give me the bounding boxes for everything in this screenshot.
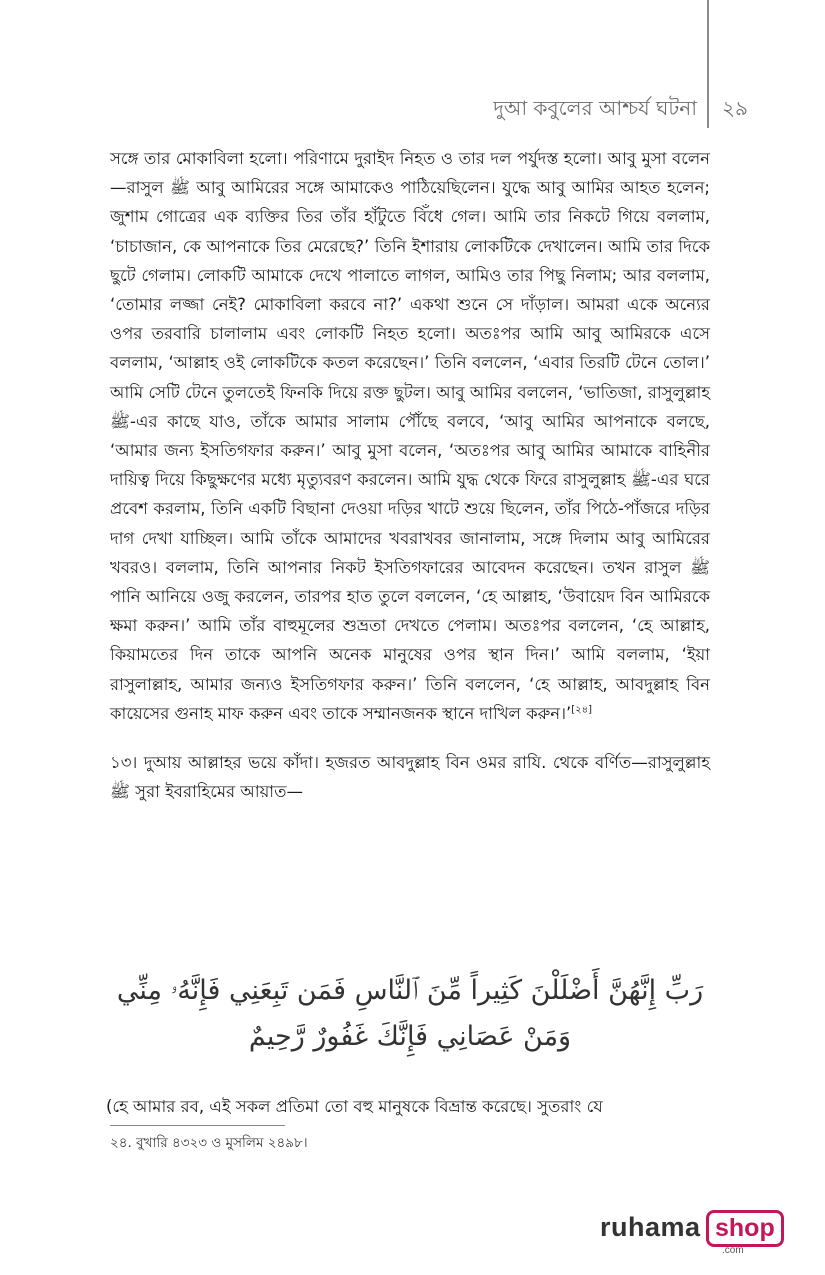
footnote-reference: [২৪]	[571, 704, 593, 716]
publisher-logo	[600, 1208, 780, 1256]
footnote: ২৪. বুখারি ৪৩২৩ ও মুসলিম ২৪৯৮।	[110, 1135, 308, 1151]
quran-verse	[110, 968, 710, 1060]
logo-domain: .com	[722, 1245, 744, 1256]
paragraph-section-13: ১৩। দুআয় আল্লাহর ভয়ে কাঁদা। হজরত আবদুল্লাহ বিন ওমর রাযি. থেকে বর্ণিত—রাসুলুল্লাহ ﷺ সুরা ইবরাহিমের আয়াত—	[110, 753, 710, 802]
page-number: ২৯	[722, 96, 748, 120]
quran-verse-line-2: وَمَنْ عَصَانِي فَإِنَّكَ غَفُورٌ رَّحِيمٌ	[248, 1021, 572, 1052]
paragraph-hadith-abu-amir	[110, 144, 710, 728]
verse-translation: (হে আমার রব, এই সকল প্রতিমা তো বহু মানুষকে বিভ্রান্ত করেছে। সুতরাং যে	[106, 1097, 603, 1116]
running-title: দুআ কবুলের আশ্চর্য ঘটনা	[493, 96, 697, 120]
quran-verse-line-1: رَبِّ إِنَّهُنَّ أَضْلَلْنَ كَثِيراً مِّنَ ٱلنَّاسِ فَمَن تَبِعَنِي فَإِنَّهُۥ مِنِّي	[116, 975, 704, 1006]
footnote-divider	[110, 1125, 285, 1126]
header-divider	[707, 0, 709, 128]
logo-wordmark: ruhama	[600, 1212, 701, 1242]
logo-shop-badge: shop	[706, 1210, 784, 1247]
paragraph-text: সঙ্গে তার মোকাবিলা হলো। পরিণামে দুরাইদ নিহত ও তার দল পর্যুদস্ত হলো। আবু মুসা বলেন—রাসুল ﷺ আবু আমিরের সঙ্গে আমাকেও পাঠিয়েছিলেন। যুদ্ধে আবু আমির আহত হলেন; জুশাম গোত্রের এক ব্যক্তির তির তাঁর হাঁটুতে বিঁধে গেল। আমি তার নিকটে গিয়ে বললাম, ‘চাচাজান, কে আপনাকে তির মেরেছে?’ তিনি ইশারায় লোকটিকে দেখালেন। আমি তার দিকে ছুটে গেলাম। লোকটি আমাকে দেখে পালাতে লাগল, আমিও তার পিছু নিলাম; আর বললাম, ‘তোমার লজ্জা নেই? মোকাবিলা করবে না?’ একথা শুনে সে দাঁড়াল। আমরা একে অন্যের ওপর তরবারি চালালাম এবং লোকটি নিহত হলো। অতঃপর আমি আবু আমিরকে এসে বললাম, ‘আল্লাহ ওই লোকটিকে কতল করেছেন।’ তিনি বললেন, ‘এবার তিরটি টেনে তোল।’ আমি সেটি টেনে তুলতেই ফিনকি দিয়ে রক্ত ছুটল। আবু আমির বললেন, ‘ভাতিজা, রাসুলুল্লাহ ﷺ-এর কাছে যাও, তাঁকে আমার সালাম পৌঁছে বলবে, ‘আবু আমির আপনাকে বলছে, ‘আমার জন্য ইসতিগফার করুন।’ আবু মুসা বলেন, ‘অতঃপর আবু আমির আমাকে বাহিনীর দায়িত্ব দিয়ে কিছুক্ষণের মধ্যে মৃত্যুবরণ করলেন। আমি যুদ্ধ থেকে ফিরে রাসুলুল্লাহ ﷺ-এর ঘরে প্রবেশ করলাম, তিনি একটি বিছানা দেওয়া দড়ির খাটে শুয়ে ছিলেন, তাঁর পিঠে-পাঁজরে দড়ির দাগ দেখা যাচ্ছিল। আমি তাঁকে আমাদের খবরাখবর জানালাম, সঙ্গে দিলাম আবু আমিরের খবরও। বললাম, তিনি আপনার নিকট ইসতিগফারের আবেদন করেছেন। তখন রাসুল ﷺ পানি আনিয়ে ওজু করলেন, তারপর হাত তুলে বললেন, ‘হে আল্লাহ, ‘উবায়েদ বিন আমিরকে ক্ষমা করুন।’ আমি তাঁর বাহুমূলের শুভ্রতা দেখতে পেলাম। অতঃপর বললেন, ‘হে আল্লাহ, কিয়ামতের দিন তাকে আপনি অনেক মানুষের ওপর স্থান দিন।’ আমি বললাম, ‘ইয়া রাসুলাল্লাহ, আমার জন্যও ইসতিগফার করুন।’ তিনি বললেন, ‘হে আল্লাহ, আবদুল্লাহ বিন কায়েসের গুনাহ মাফ করুন এবং তাকে সম্মানজনক স্থানে দাখিল করুন।’	[110, 149, 711, 723]
main-text	[110, 144, 710, 806]
